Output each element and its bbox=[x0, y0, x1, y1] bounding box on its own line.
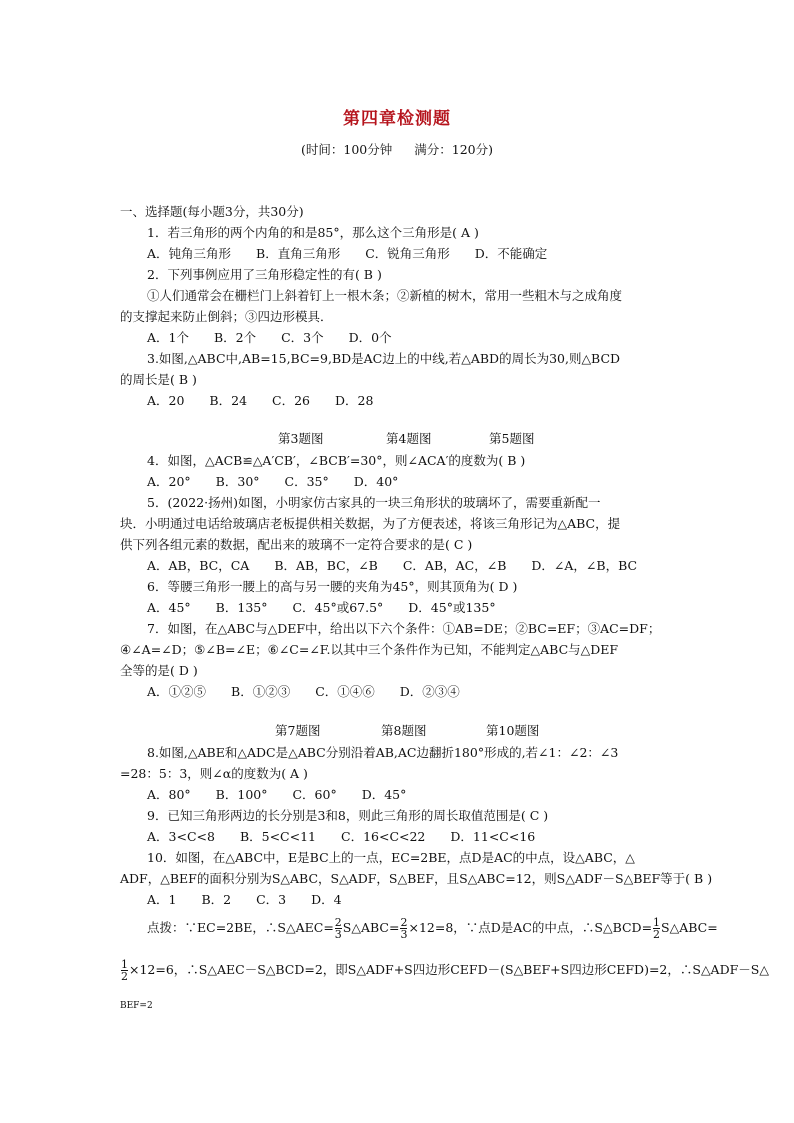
hint-line2 bbox=[120, 957, 769, 983]
question-7-line3: 全等的是( D ) bbox=[120, 663, 198, 678]
question-2-line1: ①人们通常会在栅栏门上斜着钉上一根木条；②新植的树木，常用一些粗木与之成角度 bbox=[147, 288, 623, 303]
hint-line3-text: BEF=2 bbox=[120, 1001, 153, 1011]
hint-part-2: S△ABC= bbox=[342, 920, 400, 935]
figure-caption-3: 第3题图 bbox=[278, 431, 324, 446]
hint-part-3: ×12=8，∵点D是AC的中点，∴S△BCD= bbox=[408, 920, 653, 935]
figure-caption-10: 第10题图 bbox=[486, 723, 540, 738]
question-5-line1: 5．(2022·扬州)如图，小明家仿古家具的一块三角形状的玻璃坏了，需要重新配一 bbox=[147, 495, 601, 510]
fraction-one-half: $\frac{1}{2}$ bbox=[653, 916, 661, 941]
question-6-stem: 6．等腰三角形一腰上的高与另一腰的夹角为45°，则其顶角为( D ) bbox=[147, 579, 518, 594]
question-8-line2: =28：5：3，则∠α的度数为( A ) bbox=[120, 766, 308, 781]
page-title: 第四章检测题 bbox=[343, 109, 451, 129]
fraction-two-thirds-b: $\frac{2}{3}$ bbox=[400, 916, 408, 941]
question-7-line1: 7．如图，在△ABC与△DEF中，给出以下六个条件：①AB=DE；②BC=EF；③AC=DF； bbox=[147, 621, 661, 636]
question-2-options: A．1个 B．2个 C．3个 D．0个 bbox=[147, 330, 392, 345]
fraction-one-half-b: $\frac{1}{2}$ bbox=[121, 958, 128, 983]
question-2-stem: 2．下列事例应用了三角形稳定性的有( B ) bbox=[147, 267, 382, 282]
hint-part-1: 点拨：∵EC=2BE，∴S△AEC= bbox=[147, 920, 334, 935]
time-limit: (时间：100分钟 bbox=[301, 142, 393, 157]
page-subtitle bbox=[0, 140, 794, 158]
figure-caption-5: 第5题图 bbox=[489, 431, 535, 446]
question-5-line3: 供下列各组元素的数据，配出来的玻璃不一定符合要求的是( C ) bbox=[120, 537, 473, 552]
question-7-line2: ④∠A=∠D；⑤∠B=∠E；⑥∠C=∠F.以其中三个条件作为已知，不能判定△ABC与△DEF bbox=[120, 642, 619, 657]
hint-part-4: S△ABC= bbox=[661, 920, 718, 935]
question-4-options: A．20° B．30° C．35° D．40° bbox=[147, 474, 399, 489]
hint-line3 bbox=[120, 993, 153, 1017]
question-10-line2: ADF，△BEF的面积分别为S△ABC，S△ADF，S△BEF，且S△ABC=12，则S△ADF－S△BEF等于( B ) bbox=[120, 871, 713, 886]
question-2-line2: 的支撑起来防止倒斜；③四边形模具． bbox=[120, 309, 333, 324]
question-6-options: A．45° B．135° C．45°或67.5° D．45°或135° bbox=[147, 600, 496, 615]
full-score: 满分：120分) bbox=[414, 142, 493, 157]
section-heading: 一、选择题(每小题3分，共30分) bbox=[120, 204, 304, 219]
question-10-options: A．1 B．2 C．3 D．4 bbox=[147, 892, 342, 907]
question-1-stem: 1．若三角形的两个内角的和是85°，那么这个三角形是( A ) bbox=[147, 225, 479, 240]
question-5-options: A．AB，BC，CA B．AB，BC，∠B C．AB，AC，∠B D．∠A，∠B，BC bbox=[147, 558, 638, 573]
question-9-options: A．3<C<8 B．5<C<11 C．16<C<22 D．11<C<16 bbox=[147, 829, 536, 844]
question-8-line1: 8.如图,△ABE和△ADC是△ABC分别沿着AB,AC边翻折180°形成的,若∠1：∠2：∠3 bbox=[147, 745, 619, 760]
question-7-options: A．①②⑤ B．①②③ C．①④⑥ D．②③④ bbox=[147, 684, 460, 699]
question-10-line1: 10．如图，在△ABC中，E是BC上的一点，EC=2BE，点D是AC的中点，设△ABC，△ bbox=[147, 850, 635, 865]
question-4-stem: 4．如图，△ACB≌△A′CB′，∠BCB′=30°，则∠ACA′的度数为( B ) bbox=[147, 453, 526, 468]
figure-caption-4: 第4题图 bbox=[386, 431, 432, 446]
question-3-line2: 的周长是( B ) bbox=[120, 372, 197, 387]
question-1-options: A．钝角三角形 B．直角三角形 C．锐角三角形 D．不能确定 bbox=[147, 246, 548, 261]
question-3-options: A．20 B．24 C．26 D．28 bbox=[147, 393, 374, 408]
hint-line1 bbox=[147, 914, 718, 942]
question-5-line2: 块．小明通过电话给玻璃店老板提供相关数据，为了方便表述，将该三角形记为△ABC，提 bbox=[120, 516, 621, 531]
hint-line2-text: ×12=6，∴S△AEC－S△BCD=2，即S△ADF+S四边形CEFD－(S△BEF+S四边形CEFD)=2，∴S△ADF－S△ bbox=[129, 962, 769, 977]
question-3-line1: 3.如图,△ABC中,AB=15,BC=9,BD是AC边上的中线,若△ABD的周长为30,则△BCD bbox=[147, 351, 621, 366]
figure-caption-8: 第8题图 bbox=[381, 723, 427, 738]
fraction-two-thirds: $\frac{2}{3}$ bbox=[334, 916, 342, 941]
figure-caption-7: 第7题图 bbox=[275, 723, 321, 738]
question-9-stem: 9．已知三角形两边的长分别是3和8，则此三角形的周长取值范围是( C ) bbox=[147, 808, 549, 823]
question-8-options: A．80° B．100° C．60° D．45° bbox=[147, 787, 407, 802]
